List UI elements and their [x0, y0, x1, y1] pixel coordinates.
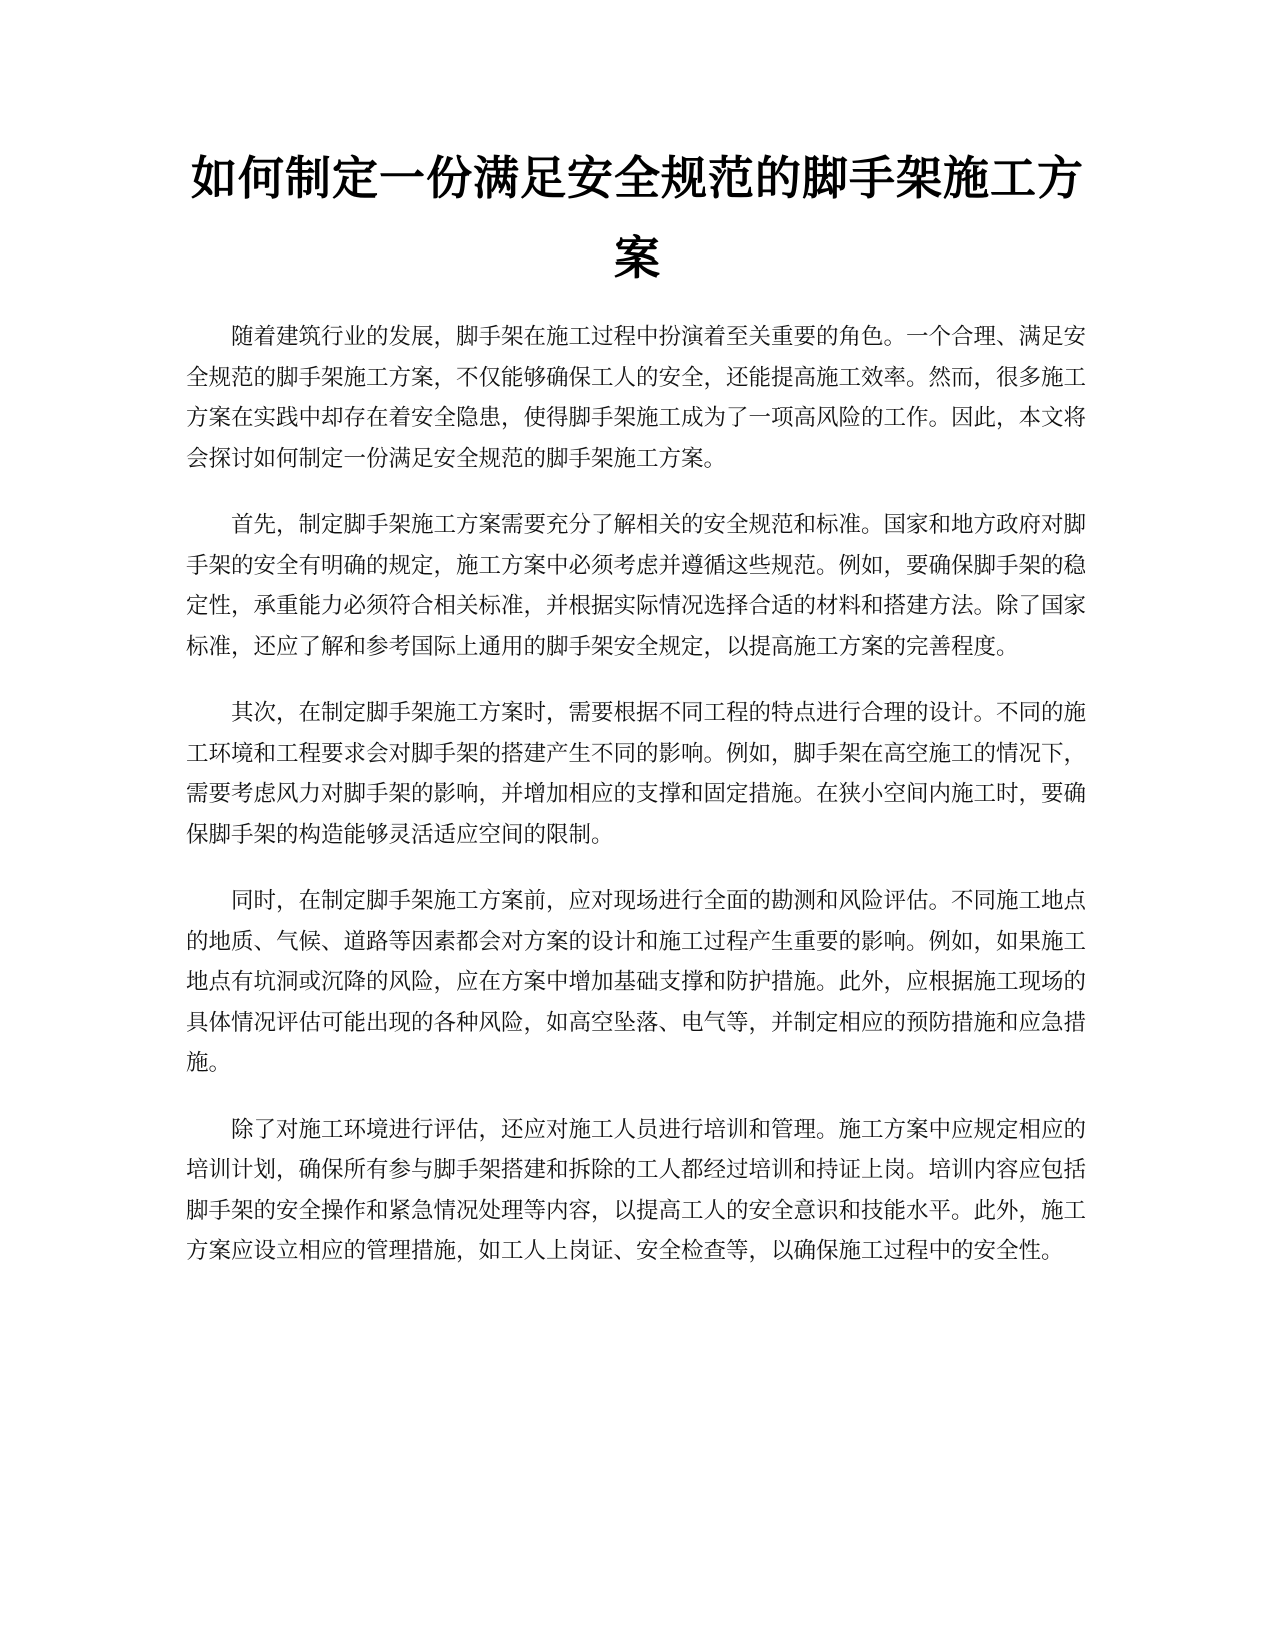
document-body	[186, 317, 1086, 1298]
paragraph-5: 除了对施工环境进行评估，还应对施工人员进行培训和管理。施工方案中应规定相应的培训计划，确保所有参与脚手架搭建和拆除的工人都经过培训和持证上岗。培训内容应包括脚手架的安全操作和紧急情况处理等内容，以提高工人的安全意识和技能水平。此外，施工方案应设立相应的管理措施，如工人上岗证、安全检查等，以确保施工过程中的安全性。	[186, 1116, 1087, 1264]
paragraph-1: 随着建筑行业的发展，脚手架在施工过程中扮演着至关重要的角色。一个合理、满足安全规范的脚手架施工方案，不仅能够确保工人的安全，还能提高施工效率。然而，很多施工方案在实践中却存在着安全隐患，使得脚手架施工成为了一项高风险的工作。因此，本文将会探讨如何制定一份满足安全规范的脚手架施工方案。	[186, 324, 1087, 472]
paragraph-3: 其次，在制定脚手架施工方案时，需要根据不同工程的特点进行合理的设计。不同的施工环境和工程要求会对脚手架的搭建产生不同的影响。例如，脚手架在高空施工的情况下，需要考虑风力对脚手架的影响，并增加相应的支撑和固定措施。在狭小空间内施工时，要确保脚手架的构造能够灵活适应空间的限制。	[186, 700, 1087, 848]
document-title: 如何制定一份满足安全规范的脚手架施工方案	[191, 151, 1084, 285]
paragraph-2: 首先，制定脚手架施工方案需要充分了解相关的安全规范和标准。国家和地方政府对脚手架的安全有明确的规定，施工方案中必须考虑并遵循这些规范。例如，要确保脚手架的稳定性，承重能力必须符合相关标准，并根据实际情况选择合适的材料和搭建方法。除了国家标准，还应了解和参考国际上通用的脚手架安全规定，以提高施工方案的完善程度。	[186, 512, 1087, 660]
paragraph-4: 同时，在制定脚手架施工方案前，应对现场进行全面的勘测和风险评估。不同施工地点的地质、气候、道路等因素都会对方案的设计和施工过程产生重要的影响。例如，如果施工地点有坑洞或沉降的风险，应在方案中增加基础支撑和防护措施。此外，应根据施工现场的具体情况评估可能出现的各种风险，如高空坠落、电气等，并制定相应的预防措施和应急措施。	[186, 888, 1087, 1076]
